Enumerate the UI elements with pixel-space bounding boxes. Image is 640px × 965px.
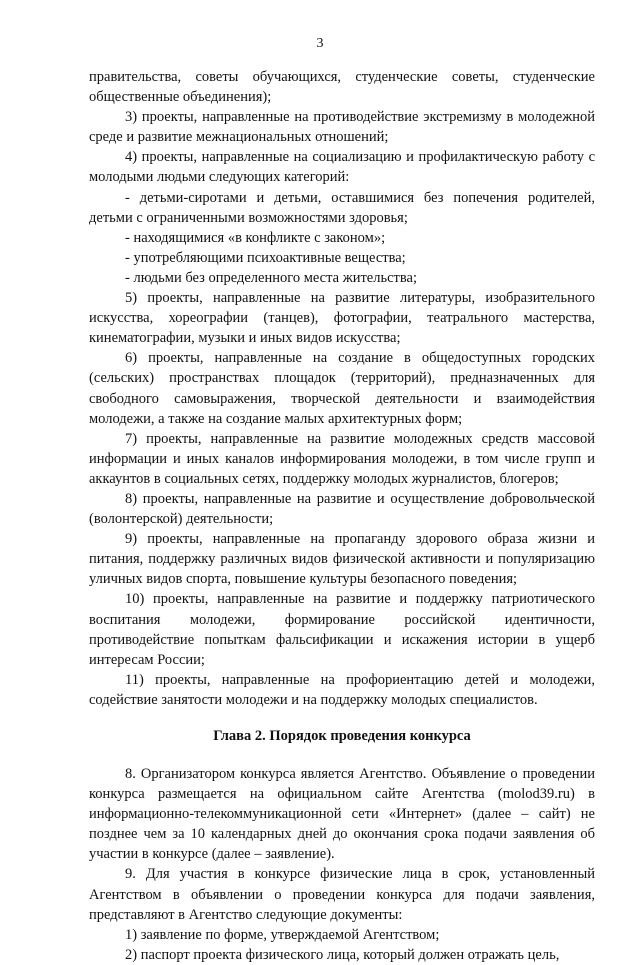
paragraph: 2) паспорт проекта физического лица, который должен отражать цель, — [125, 946, 560, 963]
paragraph: 6) проекты, направленные на создание в общедоступных городских (сельских) пространствах площадок (территорий), предназначенных для свободного самовыражения, творческой деятельности и взаимодействия молодежи, а также на создание малых архитектурных форм; — [89, 350, 595, 427]
paragraph: 1) заявление по форме, утверждаемой Агентством; — [125, 926, 440, 943]
paragraph: 4) проекты, направленные на социализацию и профилактическую работу с молодыми людьми следующих категорий: — [89, 149, 595, 186]
paragraph: 9. Для участия в конкурсе физические лица в срок, установленный Агентством в объявлении о проведении конкурса для подачи заявления, представляют в Агентство следующие документы: — [89, 866, 595, 923]
paragraph: правительства, советы обучающихся, студенческие советы, студенческие общественные объединения); — [89, 69, 595, 106]
paragraph: 3) проекты, направленные на противодействие экстремизму в молодежной среде и развитие межнациональных отношений; — [89, 109, 595, 146]
paragraph: - людьми без определенного места жительства; — [125, 269, 417, 286]
paragraph: 9) проекты, направленные на пропаганду здорового образа жизни и питания, поддержку различных видов физической активности и популяризацию уличных видов спорта, повышение культуры безопасного поведения; — [89, 531, 595, 588]
paragraph: 8) проекты, направленные на развитие и осуществление добровольческой (волонтерской) деятельности; — [89, 490, 595, 528]
paragraph: 11) проекты, направленные на профориентацию детей и молодежи, содействие занятости молодежи и на поддержку молодых специалистов. — [89, 671, 595, 708]
paragraph: 8. Организатором конкурса является Агентство. Объявление о проведении конкурса размещается на официальном сайте Агентства (molod39.ru) в информационно-телекоммуникационной сети «Интернет» (далее – сайт) не позднее чем за 10 календарных дней до окончания срока подачи заявления об участии в конкурсе (далее – заявление). — [89, 766, 595, 863]
paragraph: 10) проекты, направленные на развитие и поддержку патриотического воспитания молодежи, формирование российской идентичности, противодействие попыткам фальсификации и искажения истории в ущерб интересам России; — [89, 591, 595, 668]
paragraph: - употребляющими психоактивные вещества; — [125, 249, 406, 266]
paragraph: 5) проекты, направленные на развитие литературы, изобразительного искусства, хореографии (танцев), фотографии, театрального мастерства, кинематографии, музыки и иных видов искусства; — [89, 290, 595, 347]
section-contest-procedure — [89, 764, 595, 965]
page-number: 3 — [316, 36, 324, 51]
section-list-of-project-types — [89, 67, 595, 710]
paragraph: 7) проекты, направленные на развитие молодежных средств массовой информации и иных каналов информирования молодежи, в том числе групп и аккаунтов в социальных сетях, поддержку молодых журналистов, блогеров; — [89, 430, 595, 487]
chapter-heading: Глава 2. Порядок проведения конкурса — [213, 728, 471, 744]
paragraph: - находящимися «в конфликте с законом»; — [125, 229, 386, 246]
document-body — [89, 67, 595, 965]
paragraph: - детьми-сиротами и детьми, оставшимися без попечения родителей, детьми с ограниченными возможностями здоровья; — [89, 189, 595, 226]
